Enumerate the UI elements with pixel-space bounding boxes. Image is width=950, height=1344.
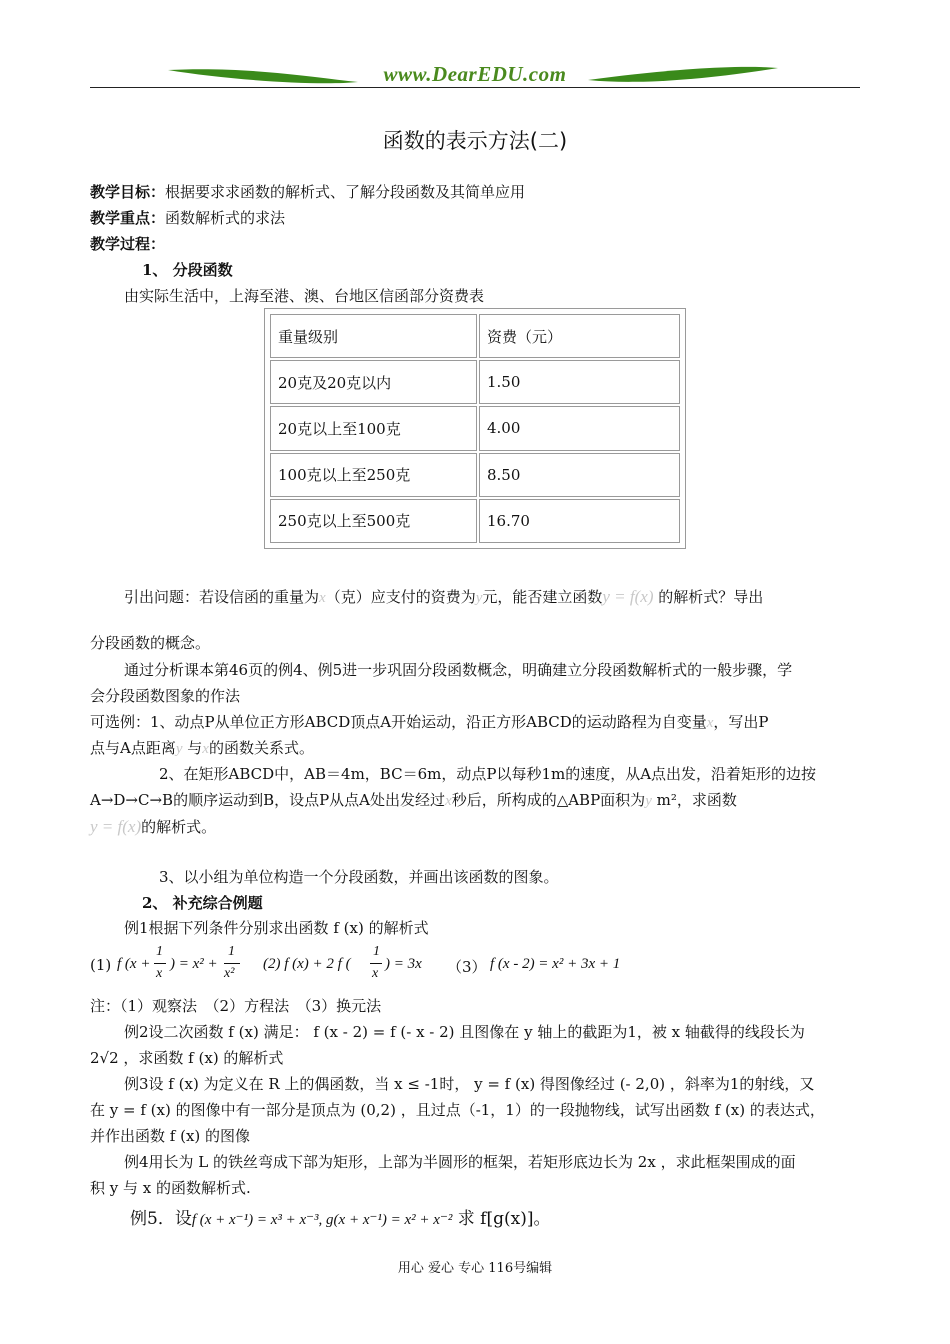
- table-header-cell: 资费（元）: [479, 314, 680, 358]
- focus-text: 函数解析式的求法: [165, 209, 286, 227]
- methods-note: 注：（1）观察法 （2）方程法 （3）换元法: [90, 997, 382, 1015]
- var-y: y: [645, 793, 652, 809]
- ex1-formula-1a: (1): [90, 956, 112, 974]
- goal-label: 教学目标：: [90, 183, 166, 201]
- example-text: 点与A点距离: [90, 739, 176, 757]
- example3-line: 3、以小组为单位构造一个分段函数，并画出该函数的图象。: [159, 868, 559, 886]
- table-cell: 8.50: [479, 453, 680, 497]
- ex3-line-3: 并作出函数 f (x) 的图像: [90, 1127, 251, 1145]
- frac-bar: [224, 963, 240, 964]
- frac-denominator: x: [372, 966, 379, 981]
- table-cell: 16.70: [479, 499, 680, 543]
- goal-line: [90, 181, 525, 202]
- table-cell: 250克以上至500克: [270, 499, 477, 543]
- var-x: x: [202, 741, 209, 757]
- function-expr: y = f(x): [602, 587, 654, 606]
- header-site-logo: www.DearEDU.com: [383, 62, 567, 86]
- ex1-formula-2b: ) = 3x: [385, 956, 422, 972]
- focus-label: 教学重点：: [90, 209, 166, 227]
- ex5-question: 求 f[g(x)]。: [452, 1209, 551, 1229]
- example-text: ，写出P: [713, 713, 769, 731]
- question-line-2: 分段函数的概念。: [90, 634, 211, 652]
- question-line: [124, 586, 763, 607]
- focus-line: [90, 207, 285, 228]
- ex1-formula-3b: f (x - 2) = x² + 3x + 1: [490, 956, 621, 972]
- question-text: 引出问题：若设信函的重量为: [124, 588, 320, 606]
- ex5-label: 例5．设: [130, 1209, 192, 1229]
- table-cell: 20克以上至100克: [270, 406, 477, 450]
- page-title: 函数的表示方法(二): [382, 129, 568, 153]
- frac-denominator: x: [156, 966, 163, 981]
- table-row: [270, 360, 680, 404]
- table-row: [270, 499, 680, 543]
- frac-denominator: x²: [224, 966, 235, 981]
- postage-table: [264, 308, 686, 549]
- ex3-line-2: 在 y = f (x) 的图像中有一部分是顶点为 (0,2) ，且过点（-1，1）的一段抛物线，试写出函数 f (x) 的表达式，: [90, 1101, 825, 1119]
- ex3-line-1: 例3设 f (x) 为定义在 R 上的偶函数，当 x ≤ -1时， y = f (x) 得图像经过 (- 2,0) ，斜率为1的射线，又: [124, 1075, 815, 1093]
- table-cell: 20克及20克以内: [270, 360, 477, 404]
- ex4-line-2: 积 y 与 x 的函数解析式.: [90, 1179, 251, 1197]
- ex5-line: [130, 1204, 550, 1229]
- question-text: 的解析式？导出: [653, 588, 764, 606]
- table-cell: 100克以上至250克: [270, 453, 477, 497]
- table-header-row: [270, 314, 680, 358]
- header-rule: [90, 87, 860, 88]
- page-footer: 用心 爱心 专心 116号编辑: [397, 1261, 553, 1276]
- example2-line-2: [90, 789, 737, 810]
- var-x: x: [445, 793, 452, 809]
- example-text: A→D→C→B的顺序运动到B，设点P从点A处出发经过: [90, 791, 446, 809]
- ex1-formula-1b: f (x +: [117, 956, 151, 972]
- question-text: 元，能否建立函数: [482, 588, 603, 606]
- ex5-formula: f (x + x⁻¹) = x³ + x⁻³, g(x + x⁻¹) = x² + x⁻²: [191, 1212, 453, 1228]
- question-text: （克）应支付的资费为: [325, 588, 476, 606]
- section2-heading: 2、 补充综合例题: [142, 894, 263, 912]
- table-row: [270, 453, 680, 497]
- example-text: 秒后，所构成的△ABP面积为: [451, 791, 646, 809]
- example-text: 的解析式。: [141, 818, 217, 836]
- example-text: 的函数关系式。: [208, 739, 314, 757]
- ex2-line-1: 例2设二次函数 f (x) 满足： f (x - 2) = f (- x - 2) 且图像在 y 轴上的截距为1，被 x 轴截得的线段长为: [124, 1023, 805, 1041]
- ex4-line-1: 例4用长为 L 的铁丝弯成下部为矩形，上部为半圆形的框架，若矩形底边长为 2x ，求此框架围成的面: [124, 1153, 796, 1171]
- analysis-line-1: 通过分析课本第46页的例4、例5进一步巩固分段函数概念，明确建立分段函数解析式的一般步骤，学: [124, 661, 793, 679]
- section1-heading: 1、 分段函数: [142, 261, 233, 279]
- ex1-formula-1c: ) = x² +: [170, 956, 218, 972]
- process-label: 教学过程：: [90, 235, 166, 253]
- example-text: 与: [182, 739, 203, 757]
- ex1-formula-2a: (2) f (x) + 2 f (: [263, 956, 351, 972]
- example1-line-2: [90, 737, 314, 758]
- frac-numerator: 1: [228, 944, 235, 959]
- frac-bar: [154, 963, 166, 964]
- example-text: 可选例：1、动点P从单位正方形ABCD顶点A开始运动，沿正方形ABCD的运动路程为自变量: [90, 713, 707, 731]
- ex1-intro: 例1根据下列条件分别求出函数 f (x) 的解析式: [124, 919, 429, 937]
- frac-bar: [370, 963, 382, 964]
- frac-numerator: 1: [373, 944, 380, 959]
- table-header-cell: 重量级别: [270, 314, 477, 358]
- frac-numerator: 1: [156, 944, 163, 959]
- ex2-line-2: 2√2 ，求函数 f (x) 的解析式: [90, 1049, 284, 1067]
- function-expr: y = f(x): [90, 817, 142, 836]
- example-text: m²，求函数: [651, 791, 737, 809]
- example2-line-1: 2、在矩形ABCD中，AB＝4m，BC＝6m，动点P以每秒1m的速度，从A点出发，沿着矩形的边按: [159, 765, 817, 783]
- var-y: y: [175, 741, 183, 757]
- var-x: x: [706, 715, 714, 731]
- var-x: x: [319, 590, 326, 606]
- goal-text: 根据要求求函数的解析式、了解分段函数及其简单应用: [165, 183, 526, 201]
- table-row: [270, 406, 680, 450]
- table-cell: 4.00: [479, 406, 680, 450]
- example2-line-3: [90, 816, 216, 837]
- example1-line-1: [90, 711, 769, 732]
- table-cell: 1.50: [479, 360, 680, 404]
- var-y: y: [475, 590, 483, 606]
- ex1-formula-3a: （3）: [447, 958, 487, 976]
- analysis-line-2: 会分段函数图象的作法: [90, 687, 241, 705]
- section1-intro: 由实际生活中，上海至港、澳、台地区信函部分资费表: [124, 287, 485, 305]
